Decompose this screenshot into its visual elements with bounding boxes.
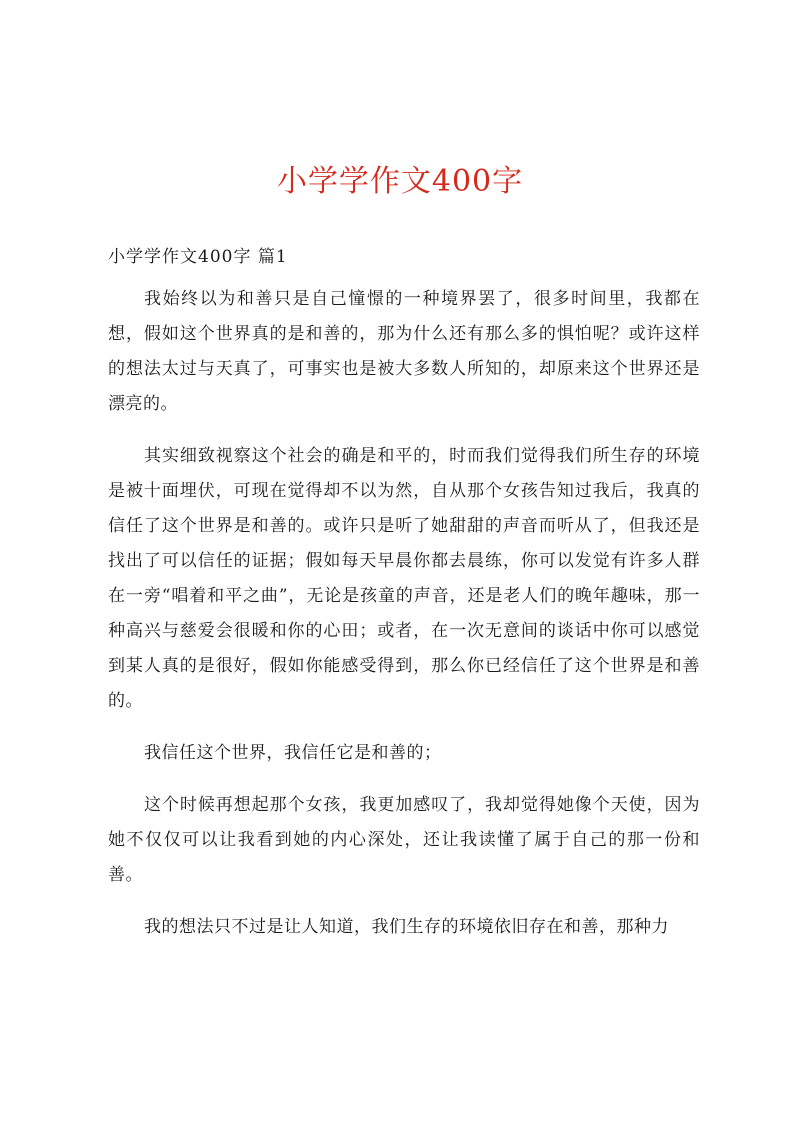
paragraph-5: 我的想法只不过是让人知道，我们生存的环境依旧存在和善，那种力 (144, 917, 669, 937)
paragraph-3: 我信任这个世界，我信任它是和善的； (144, 743, 442, 763)
paragraph-4: 这个时候再想起那个女孩，我更加感叹了，我却觉得她像个天使，因为她不仅仅可以让我看到她的内心深处，还让我读懂了属于自己的那一份和善。 (108, 795, 700, 885)
paragraph-2: 其实细致视察这个社会的确是和平的，时而我们觉得我们所生存的环境是被十面埋伏，可现在觉得却不以为然，自从那个女孩告知过我后，我真的信任了这个世界是和善的。或许只是听了她甜甜的声音而听从了，但我还是找出了可以信任的证据；假如每天早晨你都去晨练，你可以发觉有许多人群在一旁“唱着和平之曲”，无论是孩童的声音，还是老人们的晚年趣味，那一种高兴与慈爱会很暖和你的心田；或者，在一次无意间的谈话中你可以感觉到某人真的是很好，假如你能感受得到，那么你已经信任了这个世界是和善的。 (108, 446, 700, 711)
paragraph-1: 我始终以为和善只是自己憧憬的一种境界罢了，很多时间里，我都在想，假如这个世界真的是和善的，那为什么还有那么多的惧怕呢？或许这样的想法太过与天真了，可事实也是被大多数人所知的，却原来这个世界还是漂亮的。 (108, 289, 700, 414)
document-body (108, 282, 700, 962)
document-title: 小学学作文400字 (276, 164, 524, 199)
section-heading: 小学学作文400字 篇1 (108, 247, 288, 267)
